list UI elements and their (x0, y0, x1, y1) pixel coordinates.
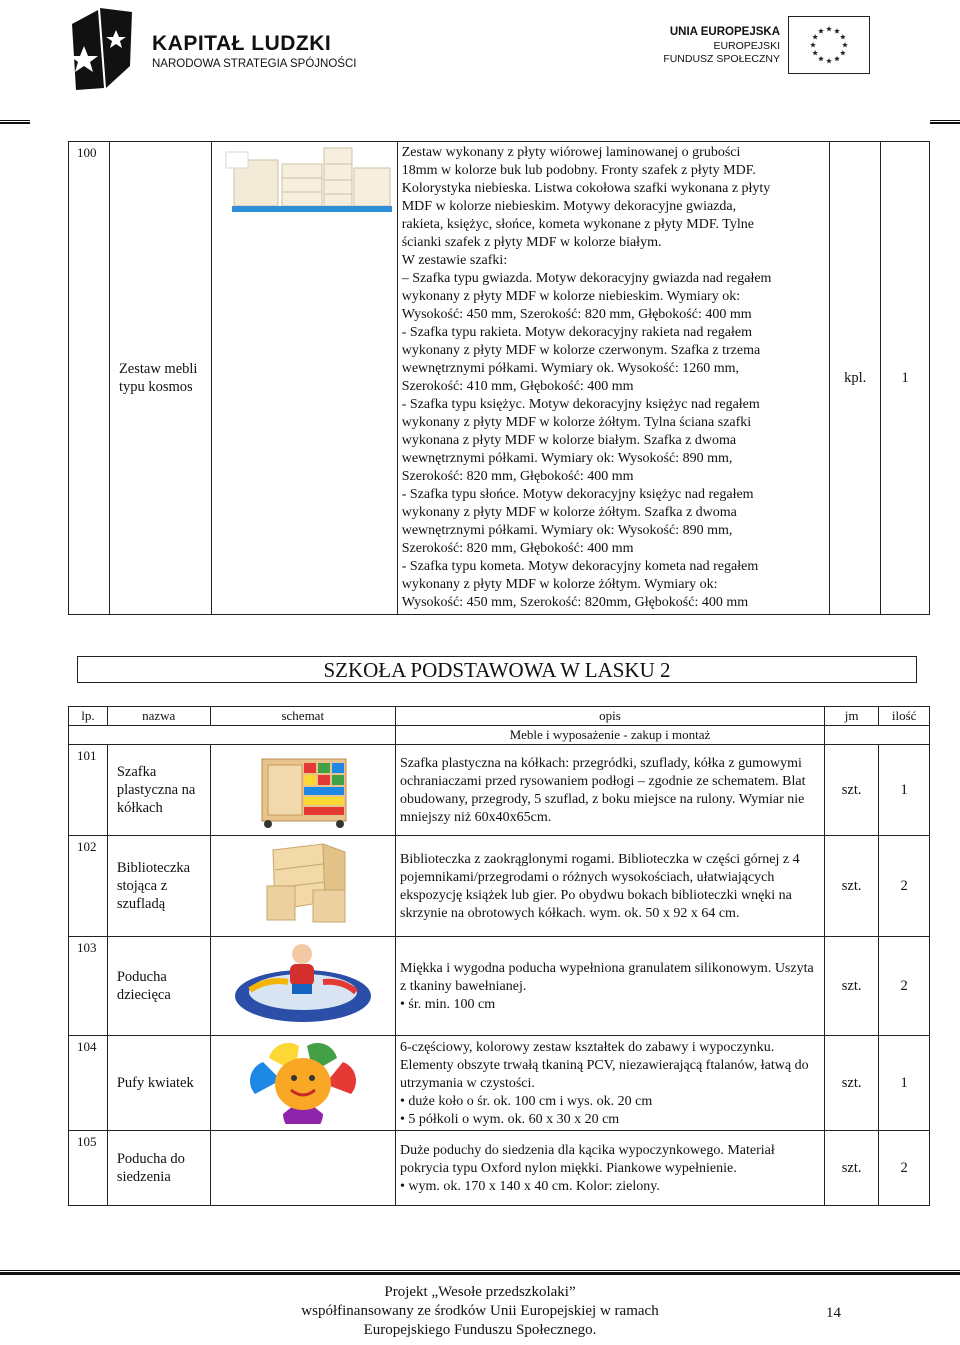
header-ilosc: ilość (879, 707, 930, 726)
ue-line-1: UNIA EUROPEJSKA (669, 26, 780, 38)
description-line: wykonana z płyty MDF w kolorze białym. Szafka z dwoma (401, 433, 737, 448)
row-jm: kpl. (830, 142, 881, 615)
table-header-row (69, 707, 930, 726)
eu-star-icon (842, 42, 848, 47)
description-line: W zestawie szafki: (401, 253, 508, 268)
description-line: Wysokość: 450 mm, Szerokość: 820mm, Głębokość: 400 mm (401, 595, 749, 610)
row-jm: szt. (824, 1131, 878, 1206)
eu-star-icon (812, 34, 818, 39)
flower-poufs-image (243, 1036, 363, 1124)
table-row (69, 1131, 930, 1206)
row-lp: 103 (69, 937, 108, 1036)
ue-line-2: EUROPEJSKI (713, 40, 780, 52)
description-line: - Szafka typu słońce. Motyw dekoracyjny księżyc nad regałem (401, 487, 754, 502)
row-jm: szt. (824, 1036, 878, 1131)
row-qty: 1 (879, 745, 930, 836)
description-line: Wysokość: 450 mm, Szerokość: 820 mm, Głębokość: 400 mm (401, 307, 752, 322)
bookcase-image (253, 840, 353, 926)
eu-star-icon (818, 56, 824, 61)
eu-star-icon (818, 28, 824, 33)
row-description (396, 1131, 825, 1206)
row-schema (210, 1036, 395, 1131)
table-row (69, 937, 930, 1036)
header-nazwa: nazwa (107, 707, 210, 726)
eu-logo (660, 16, 870, 78)
footer-line-3: Europejskiego Funduszu Społecznego. (363, 1322, 597, 1338)
space-furniture-image (212, 142, 397, 222)
description-line: – Szafka typu gwiazda. Motyw dekoracyjny gwiazda nad regałem (401, 271, 772, 286)
child-cushion-image (228, 938, 378, 1028)
row-schema (211, 142, 397, 615)
row-schema (210, 937, 395, 1036)
eu-star-icon (834, 28, 840, 33)
ue-line-3: FUNDUSZ SPOŁECZNY (663, 53, 780, 65)
eu-star-icon (812, 50, 818, 55)
eu-star-icon (840, 34, 846, 39)
row-qty: 2 (879, 1131, 930, 1206)
row-name: Pufy kwiatek (107, 1036, 210, 1131)
kapital-ludzki-logo (70, 6, 370, 94)
row-lp: 100 (69, 142, 110, 615)
row-name: Biblioteczka stojąca z szufladą (107, 836, 210, 937)
description-line: Szerokość: 410 mm, Głębokość: 400 mm (401, 379, 634, 394)
row-description (396, 937, 825, 1036)
description-line: wewnętrznymi półkami. Wymiary ok: Wysokość: 890 mm, (401, 523, 733, 538)
description-line: wykonany z płyty MDF w kolorze niebieskim. Wymiary ok: (401, 289, 741, 304)
row-schema (210, 1131, 395, 1206)
row-lp: 105 (69, 1131, 108, 1206)
row-description: Szafka plastyczna na kółkach: przegródki, szuflady, kółka z gumowymi ochraniaczami przed rysowaniem podłogi – zgodnie ze schematem. Blat obudowany, przegrody, 5 szuflad, z boku miejsce na rulony. Wymiar nie mniejszy niż 60x40x65cm. (396, 745, 825, 836)
kapital-ludzki-emblem-icon (70, 6, 140, 92)
row-description-text: Miękka i wygodna poducha wypełniona granulatem silikonowym. Uszyta z tkaniny bawełnianej. (400, 961, 814, 994)
row-name: Zestaw mebli typu kosmos (109, 142, 211, 615)
row-bullet: • wym. ok. 170 x 140 x 40 cm. Kolor: zielony. (400, 1179, 660, 1194)
description-line: wewnętrznymi półkami. Wymiary ok: Wysokość: 890 mm, (401, 451, 733, 466)
eu-star-icon (834, 56, 840, 61)
eu-star-icon (826, 58, 832, 63)
school-items-table (68, 706, 930, 1206)
row-name: Poducha dziecięca (107, 937, 210, 1036)
page-number: 14 (826, 1305, 841, 1321)
table-row (69, 745, 930, 836)
table-row (69, 1036, 930, 1131)
row-jm: szt. (824, 937, 878, 1036)
row-schema (210, 745, 395, 836)
description-line: wykonany z płyty MDF w kolorze czerwonym. Szafka z trzema (401, 343, 761, 358)
eu-star-icon (826, 26, 832, 31)
header-jm: jm (824, 707, 878, 726)
item-100-table (68, 141, 930, 615)
footer-line-1: Projekt „Wesołe przedszkolaki” (384, 1284, 576, 1300)
header-schemat: schemat (210, 707, 395, 726)
row-name: Szafka plastyczna na kółkach (107, 745, 210, 836)
kl-subtitle: NARODOWA STRATEGIA SPÓJNOŚCI (152, 58, 357, 70)
eu-star-icon (840, 50, 846, 55)
description-line: wykonany z płyty MDF w kolorze żółtym. Szafka z dwoma (401, 505, 737, 520)
row-jm: szt. (824, 745, 878, 836)
row-lp: 104 (69, 1036, 108, 1131)
description-line: - Szafka typu księżyc. Motyw dekoracyjny księżyc nad regałem (401, 397, 760, 412)
footer (0, 1283, 960, 1340)
eu-flag-icon (788, 16, 870, 74)
description-line: MDF w kolorze niebieskim. Motywy dekoracyjne gwiazda, (401, 199, 737, 214)
description-line: Szerokość: 820 mm, Głębokość: 400 mm (401, 469, 634, 484)
row-qty: 1 (879, 1036, 930, 1131)
art-cart-image (248, 745, 358, 829)
row-qty: 2 (879, 836, 930, 937)
row-jm: szt. (824, 836, 878, 937)
row-schema (210, 836, 395, 937)
footer-rule (0, 1270, 960, 1275)
school-title: SZKOŁA PODSTAWOWA W LASKU 2 (77, 656, 917, 683)
header-opis: opis (396, 707, 825, 726)
kl-title: KAPITAŁ LUDZKI (152, 32, 332, 55)
table-row (69, 142, 930, 615)
description-line: - Szafka typu kometa. Motyw dekoracyjny kometa nad regałem (401, 559, 759, 574)
description-line: Kolorystyka niebieska. Listwa cokołowa szafki wykonana z płyty (401, 181, 771, 196)
header-rule-right (930, 120, 960, 124)
description-line: - Szafka typu rakieta. Motyw dekoracyjny rakieta nad regałem (401, 325, 752, 340)
row-lp: 102 (69, 836, 108, 937)
row-qty: 1 (881, 142, 930, 615)
description-line: wewnętrznymi półkami. Wymiary ok. Wysokość: 1260 mm, (401, 361, 739, 376)
eu-star-icon (810, 42, 816, 47)
footer-line-2: współfinansowany ze środków Unii Europejskiej w ramach (301, 1303, 659, 1319)
description-line: wykonany z płyty MDF w kolorze żółtym. Wymiary ok: (401, 577, 718, 592)
table-row (69, 836, 930, 937)
header-lp: lp. (69, 707, 108, 726)
section-row (69, 726, 930, 745)
description-line: Szerokość: 820 mm, Głębokość: 400 mm (401, 541, 634, 556)
row-bullet: • śr. min. 100 cm (400, 997, 496, 1012)
header-rule-left (0, 120, 30, 124)
row-name: Poducha do siedzenia (107, 1131, 210, 1206)
description-line: 18mm w kolorze buk lub podobny. Fronty szafek z płyty MDF. (401, 163, 756, 178)
section-subheader: Meble i wyposażenie - zakup i montaż (396, 726, 825, 745)
row-lp: 101 (69, 745, 108, 836)
row-description (397, 142, 830, 615)
description-line: wykonany z płyty MDF w kolorze żółtym. Tylna ściana szafki (401, 415, 752, 430)
row-description: Biblioteczka z zaokrąglonymi rogami. Biblioteczka w części górnej z 4 pojemnikami/przegrodami o różnych wysokościach, ułatwiających ekspozycję książek lub gier. Po obydwu bokach biblioteczki wnęki na skrzynie na obrotowych kółkach. wym. ok. 50 x 92 x 64 cm. (396, 836, 825, 937)
row-bullet: • 5 półkoli o wym. ok. 60 x 30 x 20 cm (400, 1112, 620, 1127)
description-line: ścianki szafek z płyty MDF w kolorze białym. (401, 235, 662, 250)
row-description-text: 6-częściowy, kolorowy zestaw kształtek do zabawy i wypoczynku. Elementy obszyte trwałą tkaniną PCV, niezawierającą ftalanów, łatwą do utrzymania w czystości. (400, 1040, 809, 1091)
row-bullet: • duże koło o śr. ok. 100 cm i wys. ok. 20 cm (400, 1094, 653, 1109)
row-description-text: Duże poduchy do siedzenia dla kącika wypoczynkowego. Materiał pokrycia typu Oxford nylon miękki. Piankowe wypełnienie. (400, 1143, 775, 1176)
description-line: Zestaw wykonany z płyty wiórowej laminowanej o grubości (401, 145, 741, 160)
row-description (396, 1036, 825, 1131)
row-qty: 2 (879, 937, 930, 1036)
description-line: rakieta, księżyc, słońce, kometa wykonane z płyty MDF. Tylne (401, 217, 754, 232)
